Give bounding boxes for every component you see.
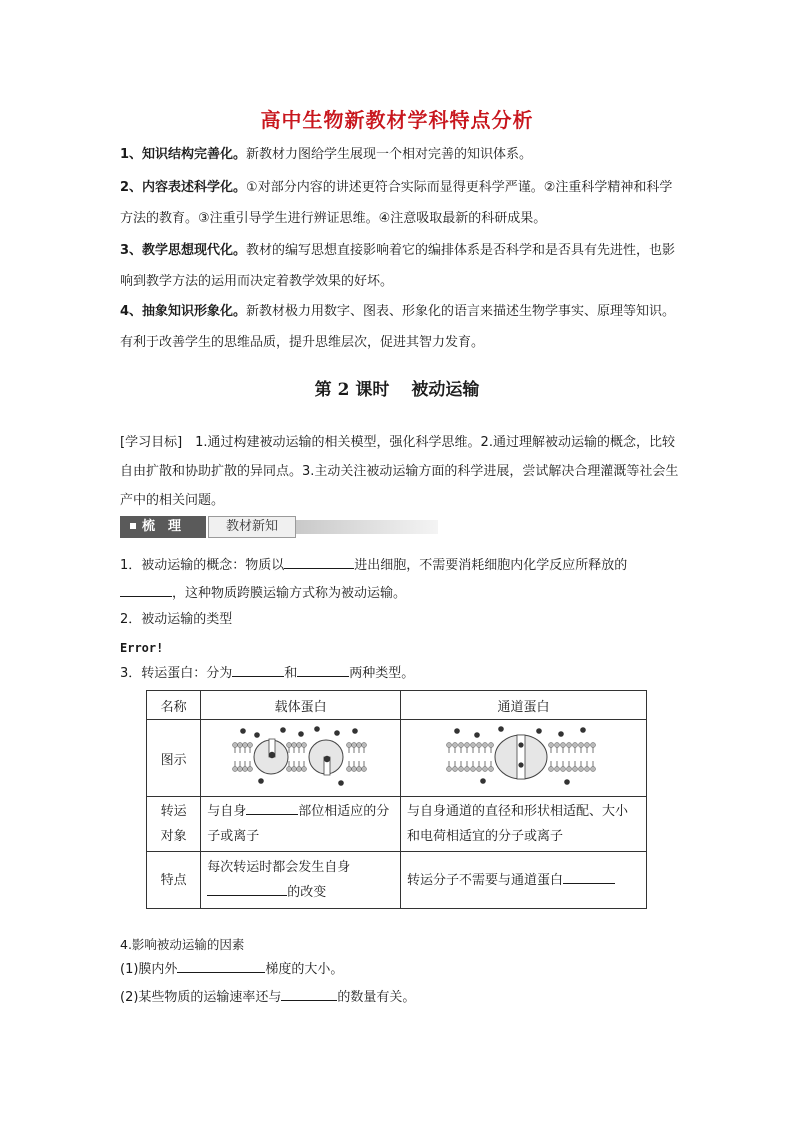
answer-blank[interactable] [120,582,172,597]
table-header-row [147,691,647,720]
answer-blank[interactable] [207,881,287,896]
intro-item-2-head: 2、内容表述科学化。 [120,180,247,195]
header-channel: 通道蛋白 [400,691,646,720]
lesson-name: 被动运输 [411,380,480,400]
target-label-2: 对象 [160,829,187,844]
intro-item-3-body: 教材的编写思想直接影响着它的编排体系是否科学和是否具有先进性，也影响到教学方法的运用而决定着教学效果的好坏。 [120,243,676,289]
transport-protein-table [146,690,647,909]
lesson-number: 第 2 课时 [314,380,390,400]
section-divider [296,520,438,534]
carrier-target-text-a: 与自身 [207,804,247,819]
channel-target-cell: 与自身通道的直径和形状相适配、大小和电荷相适宜的分子或离子 [400,797,646,852]
question-4-items [120,956,680,1012]
learning-goals: [学习目标] 1.通过构建被动运输的相关模型，强化科学思维。2.通过理解被动运输的概念，比较自由扩散和协助扩散的异同点。3.主动关注被动运输方面的科学进展，尝试解决合理灌溉等社会生产中的相关问题。 [120,435,679,508]
table-row-target [147,797,647,852]
square-bullet-icon [130,523,136,529]
carrier-feature-cell [201,852,401,909]
channel-feature-text: 转运分子不需要与通道蛋白 [406,872,563,888]
q3-text-b: 和 [284,666,298,681]
intro-item-4 [120,296,680,358]
q3-text-a: 3．转运蛋白：分为 [120,666,233,681]
section-header [120,516,438,538]
feature-label: 特点 [147,852,201,909]
carrier-protein-illustration [231,725,371,787]
section-dark-label: 梳 理 [142,519,182,534]
answer-blank[interactable] [177,958,265,973]
section-tab-dark [120,516,206,538]
answer-blank[interactable] [281,986,337,1001]
carrier-feature-text-b: 的改变 [287,885,327,900]
answer-blank[interactable] [563,869,615,884]
question-1 [120,552,680,608]
q1-text-c: ，这种物质跨膜运输方式称为被动运输。 [172,586,407,601]
question-4-label: 4.影响被动运输的因素 [120,937,245,952]
intro-item-3-head: 3、教学思想现代化。 [120,243,247,258]
channel-protein-diagram [400,720,646,797]
q1-text-b: 进出细胞，不需要消耗细胞内化学反应所释放的 [354,558,628,573]
intro-item-2 [120,172,680,234]
table-row-diagram [147,720,647,797]
q1-text-a: 1．被动运输的概念：物质以 [120,558,285,573]
main-title: 高中生物新教材学科特点分析 [260,108,534,132]
answer-blank[interactable] [232,662,284,677]
answer-blank[interactable] [284,554,354,569]
intro-item-1 [120,139,680,170]
header-carrier: 载体蛋白 [201,691,401,720]
intro-item-3 [120,235,680,297]
carrier-feature-text-a: 每次转运时都会发生自身 [207,860,351,875]
answer-blank[interactable] [297,662,349,677]
question-3 [120,660,680,688]
section-tab-light: 教材新知 [208,516,296,538]
intro-item-1-head: 1、知识结构完善化。 [120,147,247,162]
diagram-label: 图示 [147,720,201,797]
table-row-feature [147,852,647,909]
q4-item1-b: 梯度的大小。 [265,962,344,977]
q4-item2-a: (2)某些物质的运输速率还与 [120,990,282,1005]
carrier-target-text-b: 部位相适应的分子或离子 [207,804,390,844]
header-name: 名称 [147,691,201,720]
target-label-1: 转运 [160,804,187,819]
q2-label: 2．被动运输的类型 [120,612,233,627]
q3-text-c: 两种类型。 [349,666,415,681]
q4-item2-b: 的数量有关。 [337,990,416,1005]
error-text: Error! [120,641,164,655]
channel-feature-cell [400,852,646,909]
intro-item-4-head: 4、抽象知识形象化。 [120,304,247,319]
lesson-title [0,375,794,400]
intro-item-2-body: ①对部分内容的讲述更符合实际而显得更科学严谨。②注重科学精神和科学方法的教育。③注重引导学生进行辨证思维。④注意吸取最新的科研成果。 [120,180,673,226]
question-2 [120,606,680,663]
target-label [147,797,201,852]
channel-protein-illustration [443,725,603,787]
intro-item-4-body: 新教材极力用数字、图表、形象化的语言来描述生物学事实、原理等知识。有利于改善学生的思维品质，提升思维层次，促进其智力发育。 [120,304,676,350]
q4-item1-a: (1)膜内外 [120,962,178,977]
answer-blank[interactable] [246,800,298,815]
carrier-target-cell [201,797,401,852]
carrier-protein-diagram [201,720,401,797]
intro-item-1-body: 新教材力图给学生展现一个相对完善的知识体系。 [246,147,533,162]
